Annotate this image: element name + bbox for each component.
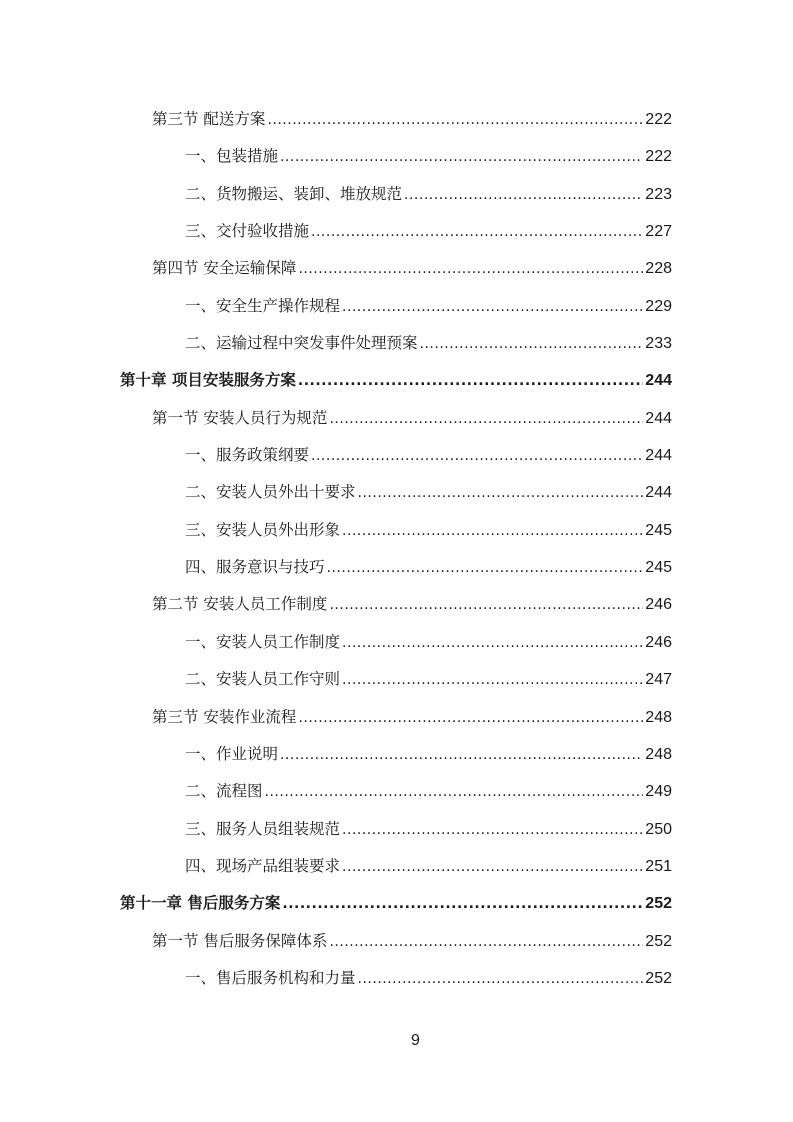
- toc-item-entry[interactable]: [0, 661, 793, 698]
- toc-entry-title: 二、货物搬运、装卸、堆放规范: [185, 184, 403, 203]
- toc-entry-page: 244: [645, 484, 672, 502]
- dot-leader: [342, 662, 643, 699]
- toc-entry-page: 222: [645, 148, 672, 166]
- toc-entry-page: 249: [645, 783, 672, 801]
- toc-entry-title: 一、作业说明: [185, 744, 279, 763]
- toc-entry-title: 第四节 安全运输保障: [152, 259, 297, 278]
- toc-entry-page: 252: [645, 969, 672, 987]
- toc-entry-page: 247: [645, 671, 672, 689]
- dot-leader: [329, 587, 643, 624]
- toc-entry-page: 251: [645, 857, 672, 875]
- toc-entry-page: 223: [645, 185, 672, 203]
- dot-leader: [311, 214, 643, 251]
- toc-entry-page: 248: [645, 708, 672, 726]
- toc-entry-title: 四、现场产品组装要求: [185, 856, 341, 875]
- toc-entry-title: 第一节 安装人员行为规范: [152, 408, 328, 427]
- toc-entry-title: 第十一章 售后服务方案: [120, 894, 281, 913]
- toc-entry-title: 一、售后服务机构和力量: [185, 968, 356, 987]
- dot-leader: [329, 924, 643, 961]
- dot-leader: [282, 886, 643, 923]
- toc-item-entry[interactable]: [0, 848, 793, 885]
- toc-entry-title: 第三节 安装作业流程: [152, 707, 297, 726]
- toc-entry-title: 三、服务人员组装规范: [185, 819, 341, 838]
- toc-item-entry[interactable]: [0, 811, 793, 848]
- toc-entry-title: 第三节 配送方案: [152, 110, 266, 128]
- toc-entry-title: 三、安装人员外出形象: [185, 520, 341, 539]
- toc-item-entry[interactable]: [0, 437, 793, 474]
- toc-chapter-entry[interactable]: [0, 885, 793, 922]
- dot-leader: [265, 774, 644, 811]
- toc-entry-page: 244: [645, 409, 672, 427]
- toc-entry-title: 一、安全生产操作规程: [185, 296, 341, 315]
- toc-entry-title: 二、安装人员外出十要求: [185, 483, 356, 502]
- toc-item-entry[interactable]: [0, 176, 793, 213]
- toc-entry-title: 第一节 售后服务保障体系: [152, 931, 328, 950]
- toc-section-entry[interactable]: [0, 923, 793, 960]
- toc-entry-page: 252: [645, 932, 672, 950]
- toc-item-entry[interactable]: [0, 773, 793, 810]
- toc-entry-page: 245: [645, 521, 672, 539]
- dot-leader: [358, 961, 644, 998]
- toc-entry-title: 二、运输过程中突发事件处理预案: [185, 334, 418, 353]
- toc-item-entry[interactable]: [0, 512, 793, 549]
- toc-entry-page: 252: [645, 895, 672, 913]
- toc-section-entry[interactable]: [0, 101, 793, 138]
- toc-item-entry[interactable]: [0, 474, 793, 511]
- toc-item-entry[interactable]: [0, 213, 793, 250]
- dot-leader: [342, 289, 643, 326]
- toc-entry-page: 246: [645, 633, 672, 651]
- toc-entry-title: 一、安装人员工作制度: [185, 632, 341, 651]
- toc-entry-title: 四、服务意识与技巧: [185, 558, 325, 577]
- toc-entry-page: 233: [645, 335, 672, 353]
- toc-entry-page: 222: [645, 111, 672, 128]
- toc-item-entry[interactable]: [0, 549, 793, 586]
- dot-leader: [267, 102, 643, 139]
- toc-item-entry[interactable]: [0, 960, 793, 997]
- toc-item-entry[interactable]: [0, 138, 793, 175]
- toc-entry-title: 第二节 安装人员工作制度: [152, 595, 328, 614]
- dot-leader: [298, 700, 643, 737]
- toc-item-entry[interactable]: [0, 624, 793, 661]
- dot-leader: [342, 812, 643, 849]
- dot-leader: [280, 139, 643, 176]
- toc-entry-title: 一、服务政策纲要: [185, 446, 310, 465]
- toc-entry-page: 248: [645, 745, 672, 763]
- dot-leader: [280, 737, 643, 774]
- toc-entry-page: 228: [645, 260, 672, 278]
- toc-section-entry[interactable]: [0, 250, 793, 287]
- toc-entry-page: 246: [645, 596, 672, 614]
- toc-entry-title: 二、流程图: [185, 782, 263, 801]
- toc-entry-page: 227: [645, 223, 672, 241]
- toc-item-entry[interactable]: [0, 325, 793, 362]
- dot-leader: [329, 401, 643, 438]
- toc-chapter-entry[interactable]: [0, 362, 793, 399]
- toc-entry-page: 250: [645, 820, 672, 838]
- toc-section-entry[interactable]: [0, 699, 793, 736]
- toc-entry-title: 第十章 项目安装服务方案: [120, 371, 296, 390]
- dot-leader: [298, 363, 643, 400]
- page-number: 9: [411, 1032, 420, 1049]
- toc-section-entry[interactable]: [0, 586, 793, 623]
- toc-entry-title: 二、安装人员工作守则: [185, 670, 341, 689]
- toc-entry-title: 三、交付验收措施: [185, 222, 310, 241]
- toc-entry-page: 245: [645, 559, 672, 577]
- dot-leader: [358, 475, 644, 512]
- toc-entry-title: 一、包装措施: [185, 147, 279, 166]
- table-of-contents: [0, 101, 793, 997]
- dot-leader: [327, 550, 644, 587]
- dot-leader: [420, 326, 644, 363]
- dot-leader: [311, 438, 643, 475]
- dot-leader: [404, 177, 643, 214]
- dot-leader: [298, 251, 643, 288]
- toc-entry-page: 244: [645, 447, 672, 465]
- toc-entry-page: 229: [645, 297, 672, 315]
- toc-section-entry[interactable]: [0, 400, 793, 437]
- dot-leader: [342, 849, 643, 886]
- toc-item-entry[interactable]: [0, 736, 793, 773]
- dot-leader: [342, 513, 643, 550]
- toc-item-entry[interactable]: [0, 288, 793, 325]
- toc-entry-page: 244: [645, 372, 672, 390]
- dot-leader: [342, 625, 643, 662]
